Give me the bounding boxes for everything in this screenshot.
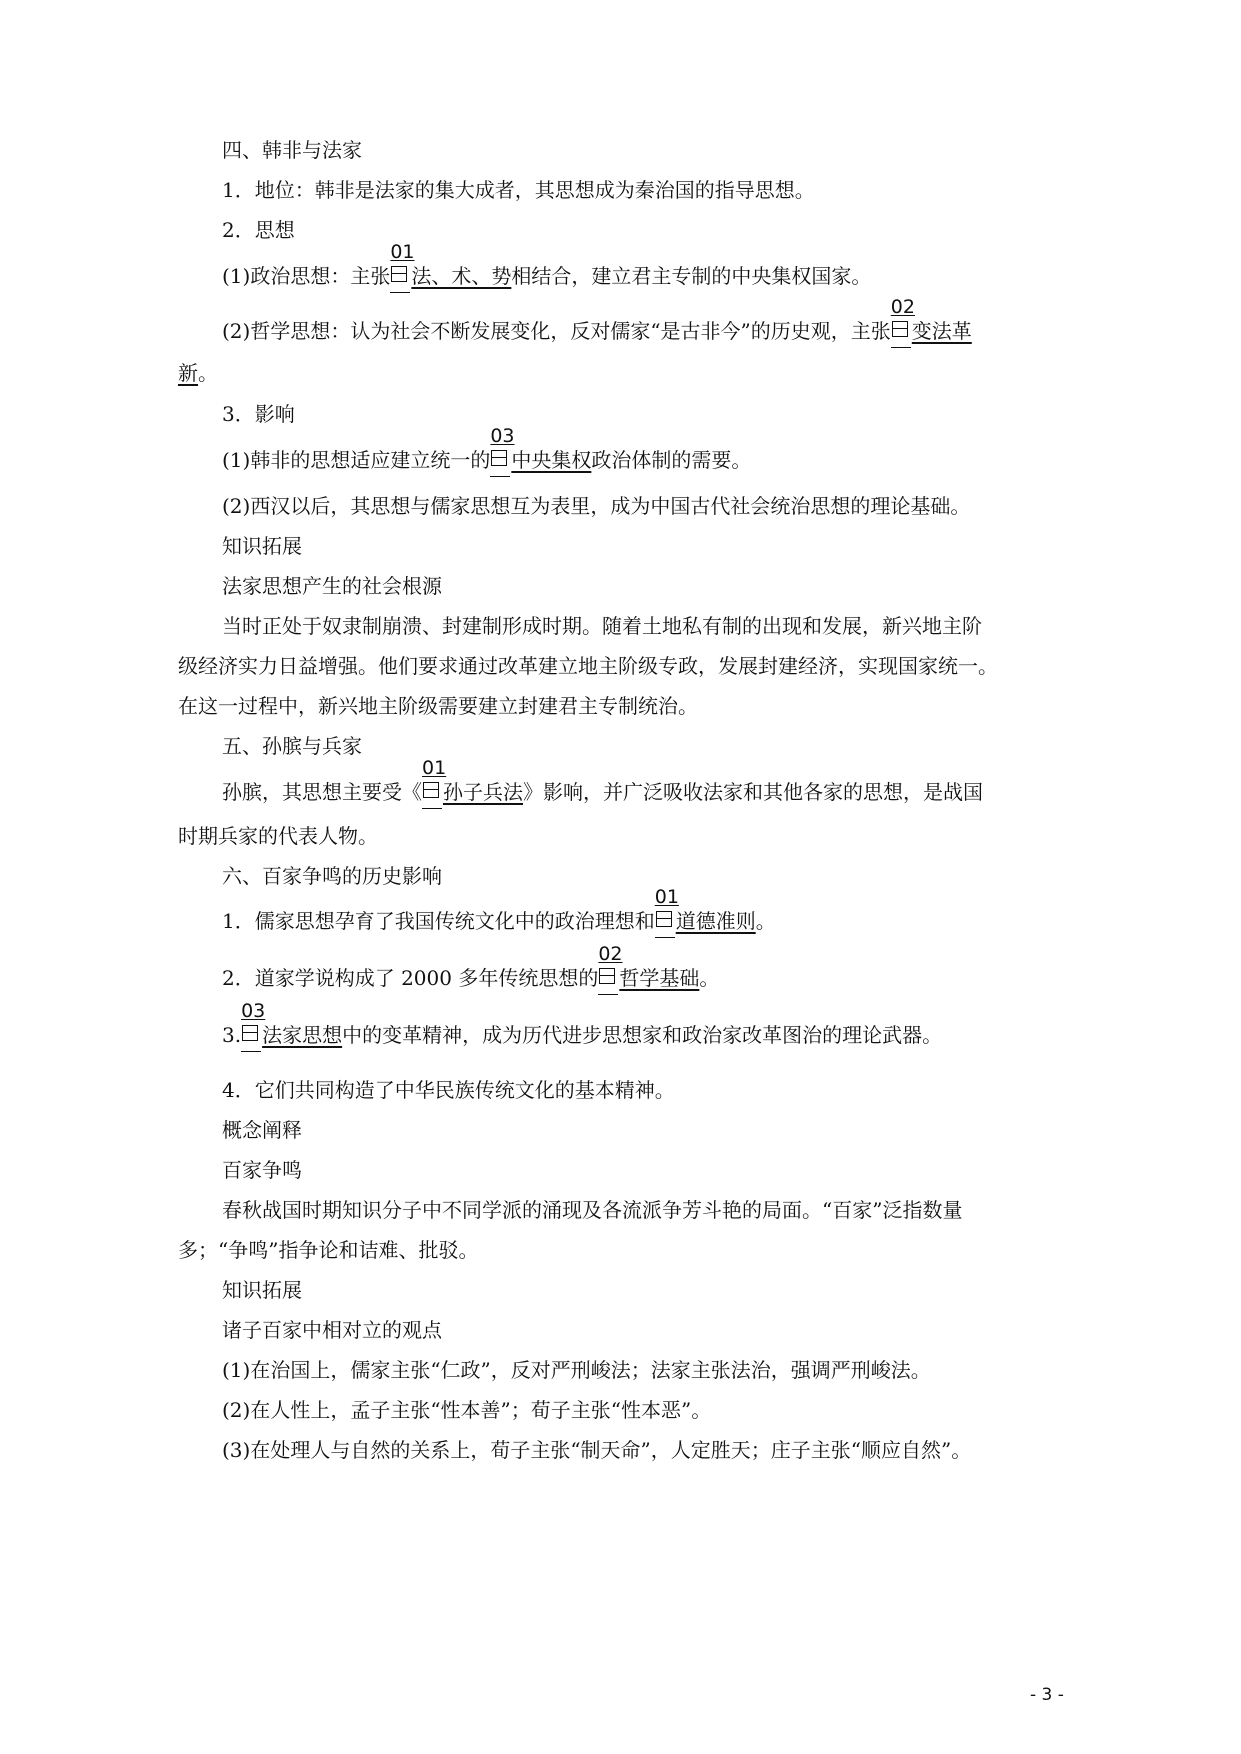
subheading: 3．影响: [222, 402, 295, 426]
text: 政治体制的需要。: [591, 448, 752, 472]
text: 。: [198, 361, 218, 385]
answer-marker-icon: [654, 886, 679, 931]
paragraph: 4．它们共同构造了中华民族传统文化的基本精神。: [222, 1078, 675, 1102]
text: (2)哲学思想：认为社会不断发展变化，反对儒家“是古非今”的历史观，主张: [222, 319, 891, 343]
section-label: 概念阐释: [222, 1118, 302, 1142]
text: 。: [755, 909, 776, 933]
answer-marker-icon: [241, 1000, 266, 1045]
section-label: 知识拓展: [222, 534, 302, 558]
text: 中的变革精神，成为历代进步思想家和政治家改革图治的理论武器。: [342, 1023, 943, 1047]
marker-number: 02: [598, 943, 623, 965]
paragraph: 春秋战国时期知识分子中不同学派的涌现及各流派争芳斗艳的局面。“百家”泛指数量: [222, 1198, 963, 1222]
answer-blank: 法家思想: [262, 1023, 343, 1047]
paragraph: 多；“争鸣”指争论和诘难、批驳。: [178, 1238, 479, 1262]
paragraph: 1．地位：韩非是法家的集大成者，其思想成为秦治国的指导思想。: [222, 178, 815, 202]
text: 。: [699, 966, 720, 990]
answer-blank: 道德准则: [675, 909, 756, 933]
paragraph: 当时正处于奴隶制崩溃、封建制形成时期。随着土地私有制的出现和发展，新兴地主阶: [222, 614, 982, 638]
paragraph: 时期兵家的代表人物。: [178, 824, 378, 848]
heading-sunbin: 五、孙膑与兵家: [222, 734, 362, 758]
paragraph: (3)在处理人与自然的关系上，荀子主张“制天命”，人定胜天；庄子主张“顺应自然”。: [222, 1438, 972, 1462]
paragraph-continued: [178, 360, 218, 386]
paragraph-with-blank: [222, 296, 972, 344]
text: 1．儒家思想孕育了我国传统文化中的政治理想和: [222, 909, 655, 933]
text: 2．道家学说构成了 2000 多年传统思想的: [222, 966, 599, 990]
answer-blank: 新: [178, 361, 198, 385]
answer-blank: 孙子兵法: [443, 780, 523, 804]
marker-number: 01: [390, 241, 415, 263]
answer-marker-icon: [422, 757, 447, 802]
answer-marker-icon: [390, 241, 415, 286]
paragraph-with-blank: [222, 241, 872, 289]
marker-number: 03: [241, 1000, 266, 1022]
heading-hanfei: 四、韩非与法家: [222, 138, 362, 162]
paragraph: (2)西汉以后，其思想与儒家思想互为表里，成为中国古代社会统治思想的理论基础。: [222, 494, 971, 518]
marker-number: 01: [422, 757, 447, 779]
answer-blank: 变法革: [911, 319, 972, 343]
paragraph: (2)在人性上，孟子主张“性本善”；荀子主张“性本恶”。: [222, 1398, 712, 1422]
answer-blank: 中央集权: [511, 448, 592, 472]
section-title: 法家思想产生的社会根源: [222, 574, 442, 598]
marker-number: 02: [890, 296, 915, 318]
answer-marker-icon: [890, 296, 915, 341]
subheading: 2．思想: [222, 218, 295, 242]
answer-marker-icon: [490, 425, 515, 470]
section-title: 百家争鸣: [222, 1158, 302, 1182]
section-title: 诸子百家中相对立的观点: [222, 1318, 442, 1342]
paragraph-with-blank: [222, 425, 752, 473]
text: 3.: [222, 1023, 242, 1047]
heading-hundred-schools: 六、百家争鸣的历史影响: [222, 864, 442, 888]
text: (1)韩非的思想适应建立统一的: [222, 448, 491, 472]
marker-number: 03: [490, 425, 515, 447]
answer-blank: 哲学基础: [619, 966, 700, 990]
marker-number: 01: [654, 886, 679, 908]
text: (1)政治思想：主张: [222, 264, 391, 288]
paragraph-with-blank: [222, 886, 776, 934]
paragraph: (1)在治国上，儒家主张“仁政”，反对严刑峻法；法家主张法治，强调严刑峻法。: [222, 1358, 931, 1382]
text: 相结合，建立君主专制的中央集权国家。: [511, 264, 872, 288]
text: 》影响，并广泛吸收法家和其他各家的思想，是战国: [523, 780, 983, 804]
paragraph-with-blank: [222, 757, 983, 805]
paragraph: 级经济实力日益增强。他们要求通过改革建立地主阶级专政，发展封建经济，实现国家统一。: [178, 654, 998, 678]
text: 孙膑，其思想主要受《: [222, 780, 422, 804]
paragraph-with-blank: [222, 943, 720, 991]
answer-marker-icon: [598, 943, 623, 988]
paragraph: 在这一过程中，新兴地主阶级需要建立封建君主专制统治。: [178, 694, 698, 718]
paragraph-with-blank: [222, 1000, 943, 1048]
section-label: 知识拓展: [222, 1278, 302, 1302]
answer-blank: 法、术、势: [411, 264, 512, 288]
page-number: - 3 -: [1030, 1685, 1064, 1705]
